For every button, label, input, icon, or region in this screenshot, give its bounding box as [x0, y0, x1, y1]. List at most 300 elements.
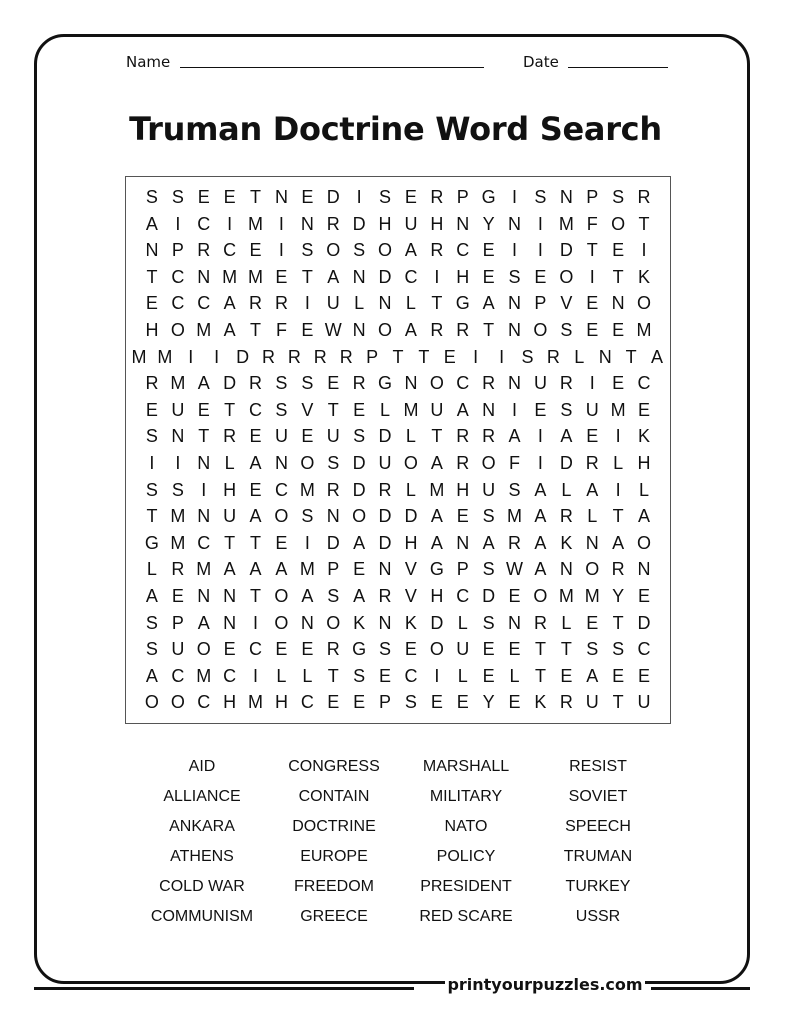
grid-letter[interactable]: O: [352, 506, 367, 527]
grid-letter[interactable]: S: [327, 453, 340, 473]
grid-letter[interactable]: L: [509, 665, 520, 686]
grid-letter[interactable]: S: [482, 506, 495, 527]
grid-letter[interactable]: H: [404, 532, 418, 553]
grid-letter[interactable]: U: [430, 399, 444, 420]
grid-letter[interactable]: R: [197, 240, 211, 261]
grid-letter[interactable]: I: [615, 479, 621, 500]
grid-letter[interactable]: H: [223, 479, 237, 500]
grid-letter[interactable]: V: [404, 586, 417, 606]
grid-letter[interactable]: D: [378, 506, 392, 527]
grid-letter[interactable]: O: [611, 213, 626, 234]
grid-letter[interactable]: C: [456, 240, 470, 261]
grid-letter[interactable]: P: [171, 240, 184, 261]
grid-letter[interactable]: P: [456, 187, 469, 207]
grid-letter[interactable]: O: [170, 320, 185, 340]
grid-letter[interactable]: E: [586, 426, 599, 447]
grid-letter[interactable]: F: [275, 320, 287, 340]
grid-letter[interactable]: O: [326, 612, 341, 633]
grid-letter[interactable]: S: [301, 506, 314, 527]
grid-letter[interactable]: E: [534, 399, 547, 420]
grid-letter[interactable]: E: [443, 346, 456, 367]
grid-letter[interactable]: W: [506, 559, 524, 580]
grid-letter[interactable]: N: [300, 612, 314, 633]
grid-letter[interactable]: E: [404, 187, 417, 207]
grid-letter[interactable]: A: [534, 506, 547, 527]
grid-letter[interactable]: N: [197, 506, 211, 527]
grid-letter[interactable]: A: [145, 665, 158, 686]
grid-letter[interactable]: N: [637, 559, 651, 580]
grid-letter[interactable]: D: [352, 453, 366, 473]
grid-letter[interactable]: A: [353, 532, 366, 553]
grid-letter[interactable]: E: [586, 293, 599, 314]
grid-letter[interactable]: C: [300, 692, 314, 713]
grid-letter[interactable]: E: [171, 586, 184, 606]
grid-letter[interactable]: E: [301, 320, 314, 340]
grid-letter[interactable]: A: [482, 532, 495, 553]
grid-letter[interactable]: E: [456, 692, 469, 713]
grid-letter[interactable]: T: [612, 506, 624, 527]
grid-letter[interactable]: S: [508, 266, 521, 287]
grid-letter[interactable]: H: [637, 453, 651, 473]
grid-letter[interactable]: T: [392, 346, 404, 367]
grid-letter[interactable]: M: [610, 399, 626, 420]
grid-letter[interactable]: A: [404, 240, 417, 261]
grid-letter[interactable]: S: [145, 612, 158, 633]
grid-letter[interactable]: I: [227, 213, 233, 234]
grid-letter[interactable]: A: [197, 373, 210, 394]
date-line[interactable]: [568, 67, 668, 68]
grid-letter[interactable]: E: [404, 639, 417, 660]
grid-letter[interactable]: M: [131, 346, 147, 367]
grid-letter[interactable]: N: [508, 373, 522, 394]
grid-letter[interactable]: N: [508, 320, 522, 340]
grid-letter[interactable]: O: [429, 639, 444, 660]
grid-letter[interactable]: I: [188, 346, 194, 367]
grid-letter[interactable]: I: [175, 453, 181, 473]
grid-letter[interactable]: R: [585, 453, 599, 473]
grid-letter[interactable]: I: [499, 346, 505, 367]
grid-letter[interactable]: E: [612, 665, 625, 686]
grid-letter[interactable]: D: [352, 213, 366, 234]
grid-letter[interactable]: P: [171, 612, 184, 633]
grid-letter[interactable]: Y: [482, 692, 495, 713]
grid-letter[interactable]: D: [326, 532, 340, 553]
grid-letter[interactable]: A: [560, 426, 573, 447]
grid-letter[interactable]: N: [171, 426, 185, 447]
grid-letter[interactable]: U: [482, 479, 496, 500]
grid-letter[interactable]: A: [223, 559, 236, 580]
grid-letter[interactable]: R: [339, 346, 353, 367]
grid-letter[interactable]: T: [483, 320, 495, 340]
grid-letter[interactable]: D: [559, 453, 573, 473]
grid-letter[interactable]: L: [302, 665, 313, 686]
grid-letter[interactable]: C: [197, 213, 211, 234]
grid-letter[interactable]: I: [201, 479, 207, 500]
grid-letter[interactable]: C: [404, 266, 418, 287]
grid-letter[interactable]: K: [353, 612, 366, 633]
grid-letter[interactable]: U: [378, 453, 392, 473]
grid-letter[interactable]: I: [537, 426, 543, 447]
grid-letter[interactable]: S: [145, 187, 158, 207]
grid-letter[interactable]: D: [378, 426, 392, 447]
grid-letter[interactable]: A: [430, 532, 443, 553]
grid-letter[interactable]: A: [327, 266, 340, 287]
grid-letter[interactable]: A: [638, 506, 651, 527]
grid-letter[interactable]: S: [145, 479, 158, 500]
grid-letter[interactable]: L: [639, 479, 650, 500]
grid-letter[interactable]: R: [249, 373, 263, 394]
grid-letter[interactable]: C: [171, 266, 185, 287]
grid-letter[interactable]: I: [214, 346, 220, 367]
grid-letter[interactable]: P: [456, 559, 469, 580]
grid-letter[interactable]: M: [248, 692, 264, 713]
grid-letter[interactable]: S: [301, 373, 314, 394]
grid-letter[interactable]: R: [456, 426, 470, 447]
grid-letter[interactable]: S: [586, 639, 599, 660]
grid-letter[interactable]: N: [223, 612, 237, 633]
grid-letter[interactable]: O: [170, 692, 185, 713]
grid-letter[interactable]: T: [198, 426, 210, 447]
grid-letter[interactable]: L: [146, 559, 157, 580]
grid-letter[interactable]: L: [276, 665, 287, 686]
grid-letter[interactable]: L: [405, 293, 416, 314]
grid-letter[interactable]: A: [353, 586, 366, 606]
grid-letter[interactable]: U: [223, 506, 237, 527]
grid-letter[interactable]: S: [560, 399, 573, 420]
grid-letter[interactable]: N: [352, 320, 366, 340]
grid-letter[interactable]: M: [170, 506, 186, 527]
grid-letter[interactable]: T: [560, 639, 572, 660]
grid-letter[interactable]: S: [379, 187, 392, 207]
grid-letter[interactable]: E: [223, 187, 236, 207]
grid-letter[interactable]: E: [638, 399, 651, 420]
grid-letter[interactable]: S: [145, 426, 158, 447]
grid-letter[interactable]: V: [301, 399, 314, 420]
grid-letter[interactable]: A: [650, 346, 663, 367]
grid-letter[interactable]: Y: [482, 213, 495, 234]
grid-letter[interactable]: T: [301, 266, 313, 287]
grid-letter[interactable]: E: [223, 639, 236, 660]
grid-letter[interactable]: E: [586, 320, 599, 340]
grid-letter[interactable]: D: [378, 266, 392, 287]
grid-letter[interactable]: S: [353, 426, 366, 447]
grid-letter[interactable]: N: [352, 266, 366, 287]
grid-letter[interactable]: U: [274, 426, 288, 447]
grid-letter[interactable]: E: [327, 373, 340, 394]
grid-letter[interactable]: I: [615, 426, 621, 447]
grid-letter[interactable]: E: [275, 266, 288, 287]
grid-letter[interactable]: I: [149, 453, 155, 473]
grid-letter[interactable]: G: [481, 187, 496, 207]
grid-letter[interactable]: L: [587, 506, 598, 527]
grid-letter[interactable]: C: [637, 373, 651, 394]
grid-letter[interactable]: L: [561, 479, 572, 500]
grid-letter[interactable]: S: [353, 665, 366, 686]
grid-letter[interactable]: A: [223, 320, 236, 340]
grid-letter[interactable]: L: [613, 453, 624, 473]
grid-letter[interactable]: A: [301, 586, 314, 606]
grid-letter[interactable]: G: [378, 373, 393, 394]
grid-letter[interactable]: T: [638, 213, 650, 234]
grid-letter[interactable]: O: [533, 320, 548, 340]
grid-letter[interactable]: K: [404, 612, 417, 633]
grid-letter[interactable]: H: [145, 320, 159, 340]
grid-letter[interactable]: D: [559, 240, 573, 261]
grid-letter[interactable]: R: [546, 346, 560, 367]
grid-letter[interactable]: C: [197, 293, 211, 314]
grid-letter[interactable]: R: [326, 479, 340, 500]
grid-letter[interactable]: R: [262, 346, 275, 367]
grid-letter[interactable]: N: [482, 399, 496, 420]
grid-letter[interactable]: E: [249, 479, 262, 500]
grid-letter[interactable]: A: [482, 293, 495, 314]
grid-letter[interactable]: I: [641, 240, 647, 261]
grid-letter[interactable]: U: [585, 399, 599, 420]
grid-letter[interactable]: E: [145, 293, 158, 314]
grid-letter[interactable]: H: [430, 586, 444, 606]
grid-letter[interactable]: T: [250, 586, 262, 606]
grid-letter[interactable]: G: [144, 532, 159, 553]
grid-letter[interactable]: A: [586, 665, 599, 686]
grid-letter[interactable]: R: [326, 639, 340, 660]
grid-letter[interactable]: T: [534, 665, 546, 686]
grid-letter[interactable]: R: [223, 426, 237, 447]
grid-letter[interactable]: D: [352, 479, 366, 500]
grid-letter[interactable]: E: [301, 426, 314, 447]
grid-letter[interactable]: T: [612, 612, 624, 633]
grid-letter[interactable]: E: [353, 399, 366, 420]
grid-letter[interactable]: O: [481, 453, 496, 473]
grid-letter[interactable]: E: [379, 665, 392, 686]
grid-letter[interactable]: I: [278, 240, 284, 261]
grid-letter[interactable]: E: [197, 187, 210, 207]
grid-letter[interactable]: T: [250, 320, 262, 340]
grid-letter[interactable]: S: [145, 639, 158, 660]
grid-letter[interactable]: A: [145, 213, 158, 234]
grid-letter[interactable]: R: [378, 586, 392, 606]
grid-letter[interactable]: M: [157, 346, 173, 367]
grid-letter[interactable]: I: [473, 346, 479, 367]
grid-letter[interactable]: D: [326, 187, 340, 207]
grid-letter[interactable]: S: [171, 187, 184, 207]
grid-letter[interactable]: P: [327, 559, 340, 580]
grid-letter[interactable]: O: [326, 240, 341, 261]
grid-letter[interactable]: E: [586, 612, 599, 633]
grid-letter[interactable]: T: [586, 240, 598, 261]
grid-letter[interactable]: C: [456, 373, 470, 394]
grid-letter[interactable]: O: [637, 532, 652, 553]
name-line[interactable]: [180, 67, 484, 68]
grid-letter[interactable]: M: [196, 665, 212, 686]
grid-letter[interactable]: O: [378, 320, 393, 340]
grid-letter[interactable]: I: [537, 240, 543, 261]
grid-letter[interactable]: N: [508, 293, 522, 314]
grid-letter[interactable]: O: [144, 692, 159, 713]
grid-letter[interactable]: I: [356, 187, 362, 207]
grid-letter[interactable]: T: [418, 346, 430, 367]
grid-letter[interactable]: N: [585, 532, 599, 553]
grid-letter[interactable]: T: [146, 266, 158, 287]
grid-letter[interactable]: U: [637, 692, 651, 713]
grid-letter[interactable]: R: [249, 293, 263, 314]
grid-letter[interactable]: I: [512, 240, 518, 261]
grid-letter[interactable]: S: [612, 639, 625, 660]
grid-letter[interactable]: C: [171, 293, 185, 314]
grid-letter[interactable]: E: [508, 586, 521, 606]
grid-letter[interactable]: T: [612, 266, 624, 287]
grid-letter[interactable]: M: [429, 479, 445, 500]
grid-letter[interactable]: S: [482, 559, 495, 580]
grid-letter[interactable]: R: [456, 320, 470, 340]
grid-letter[interactable]: I: [589, 373, 595, 394]
grid-letter[interactable]: E: [612, 240, 625, 261]
grid-letter[interactable]: N: [559, 187, 573, 207]
grid-letter[interactable]: R: [145, 373, 159, 394]
grid-letter[interactable]: D: [378, 532, 392, 553]
grid-letter[interactable]: O: [559, 266, 574, 287]
grid-letter[interactable]: R: [287, 346, 301, 367]
grid-letter[interactable]: Y: [612, 586, 625, 606]
grid-letter[interactable]: R: [430, 187, 444, 207]
grid-letter[interactable]: M: [170, 532, 186, 553]
grid-letter[interactable]: I: [512, 187, 518, 207]
grid-letter[interactable]: K: [560, 532, 573, 553]
grid-letter[interactable]: M: [558, 586, 574, 606]
grid-letter[interactable]: N: [378, 293, 392, 314]
grid-letter[interactable]: M: [196, 559, 212, 580]
grid-letter[interactable]: A: [275, 559, 288, 580]
grid-letter[interactable]: S: [171, 479, 184, 500]
grid-letter[interactable]: N: [145, 240, 159, 261]
grid-letter[interactable]: E: [249, 240, 262, 261]
grid-letter[interactable]: R: [637, 187, 651, 207]
grid-letter[interactable]: C: [223, 240, 237, 261]
grid-letter[interactable]: V: [560, 293, 573, 314]
grid-letter[interactable]: N: [300, 213, 314, 234]
grid-letter[interactable]: T: [224, 399, 236, 420]
grid-letter[interactable]: R: [456, 453, 470, 473]
grid-letter[interactable]: E: [612, 320, 625, 340]
grid-letter[interactable]: S: [353, 240, 366, 261]
grid-letter[interactable]: E: [456, 506, 469, 527]
grid-letter[interactable]: I: [434, 665, 440, 686]
grid-letter[interactable]: I: [512, 399, 518, 420]
grid-letter[interactable]: E: [353, 692, 366, 713]
grid-letter[interactable]: R: [559, 692, 573, 713]
grid-letter[interactable]: P: [379, 692, 392, 713]
grid-letter[interactable]: R: [508, 532, 522, 553]
grid-letter[interactable]: F: [509, 453, 521, 473]
grid-letter[interactable]: N: [456, 213, 470, 234]
grid-letter[interactable]: R: [313, 346, 327, 367]
grid-letter[interactable]: R: [378, 479, 392, 500]
grid-letter[interactable]: O: [300, 453, 315, 473]
grid-letter[interactable]: T: [146, 506, 158, 527]
grid-letter[interactable]: S: [612, 187, 625, 207]
grid-letter[interactable]: H: [223, 692, 237, 713]
grid-letter[interactable]: K: [638, 426, 651, 447]
grid-letter[interactable]: A: [249, 559, 262, 580]
grid-letter[interactable]: P: [586, 187, 599, 207]
grid-letter[interactable]: U: [456, 639, 470, 660]
grid-letter[interactable]: E: [560, 665, 573, 686]
grid-letter[interactable]: R: [482, 373, 496, 394]
grid-letter[interactable]: U: [404, 213, 418, 234]
grid-letter[interactable]: E: [353, 559, 366, 580]
grid-letter[interactable]: T: [250, 532, 262, 553]
grid-letter[interactable]: E: [301, 187, 314, 207]
grid-letter[interactable]: L: [457, 612, 468, 633]
grid-letter[interactable]: T: [431, 293, 443, 314]
grid-letter[interactable]: E: [482, 240, 495, 261]
grid-letter[interactable]: N: [378, 559, 392, 580]
grid-letter[interactable]: S: [508, 479, 521, 500]
grid-letter[interactable]: I: [434, 266, 440, 287]
grid-letter[interactable]: A: [145, 586, 158, 606]
grid-letter[interactable]: G: [352, 639, 367, 660]
grid-letter[interactable]: A: [430, 506, 443, 527]
grid-letter[interactable]: E: [638, 665, 651, 686]
grid-letter[interactable]: L: [380, 399, 391, 420]
grid-letter[interactable]: R: [559, 373, 573, 394]
grid-letter[interactable]: S: [275, 373, 288, 394]
grid-letter[interactable]: N: [456, 532, 470, 553]
grid-letter[interactable]: A: [404, 320, 417, 340]
grid-letter[interactable]: I: [589, 266, 595, 287]
grid-letter[interactable]: S: [327, 586, 340, 606]
grid-letter[interactable]: R: [352, 373, 366, 394]
grid-letter[interactable]: T: [250, 187, 262, 207]
grid-letter[interactable]: O: [403, 453, 418, 473]
grid-letter[interactable]: E: [482, 665, 495, 686]
grid-letter[interactable]: O: [637, 293, 652, 314]
grid-letter[interactable]: C: [456, 586, 470, 606]
grid-letter[interactable]: M: [222, 266, 238, 287]
grid-letter[interactable]: W: [324, 320, 342, 340]
grid-letter[interactable]: U: [171, 639, 185, 660]
grid-letter[interactable]: D: [430, 612, 444, 633]
grid-letter[interactable]: C: [404, 665, 418, 686]
grid-letter[interactable]: A: [197, 612, 210, 633]
grid-letter[interactable]: I: [278, 213, 284, 234]
grid-letter[interactable]: I: [304, 532, 310, 553]
grid-letter[interactable]: R: [171, 559, 185, 580]
grid-letter[interactable]: E: [508, 639, 521, 660]
grid-letter[interactable]: C: [197, 692, 211, 713]
grid-letter[interactable]: C: [223, 665, 237, 686]
grid-letter[interactable]: C: [274, 479, 288, 500]
grid-letter[interactable]: T: [612, 692, 624, 713]
grid-letter[interactable]: M: [196, 320, 212, 340]
grid-letter[interactable]: C: [249, 399, 263, 420]
grid-letter[interactable]: A: [223, 293, 236, 314]
grid-letter[interactable]: S: [379, 639, 392, 660]
grid-letter[interactable]: M: [299, 559, 315, 580]
grid-letter[interactable]: S: [482, 612, 495, 633]
grid-letter[interactable]: O: [274, 612, 289, 633]
grid-letter[interactable]: N: [508, 213, 522, 234]
grid-letter[interactable]: A: [534, 532, 547, 553]
grid-letter[interactable]: R: [559, 506, 573, 527]
grid-letter[interactable]: C: [171, 665, 185, 686]
grid-letter[interactable]: A: [456, 399, 469, 420]
grid-letter[interactable]: S: [301, 240, 314, 261]
grid-letter[interactable]: N: [598, 346, 612, 367]
grid-letter[interactable]: R: [326, 213, 340, 234]
grid-letter[interactable]: D: [482, 586, 496, 606]
grid-letter[interactable]: T: [625, 346, 637, 367]
grid-letter[interactable]: S: [521, 346, 534, 367]
